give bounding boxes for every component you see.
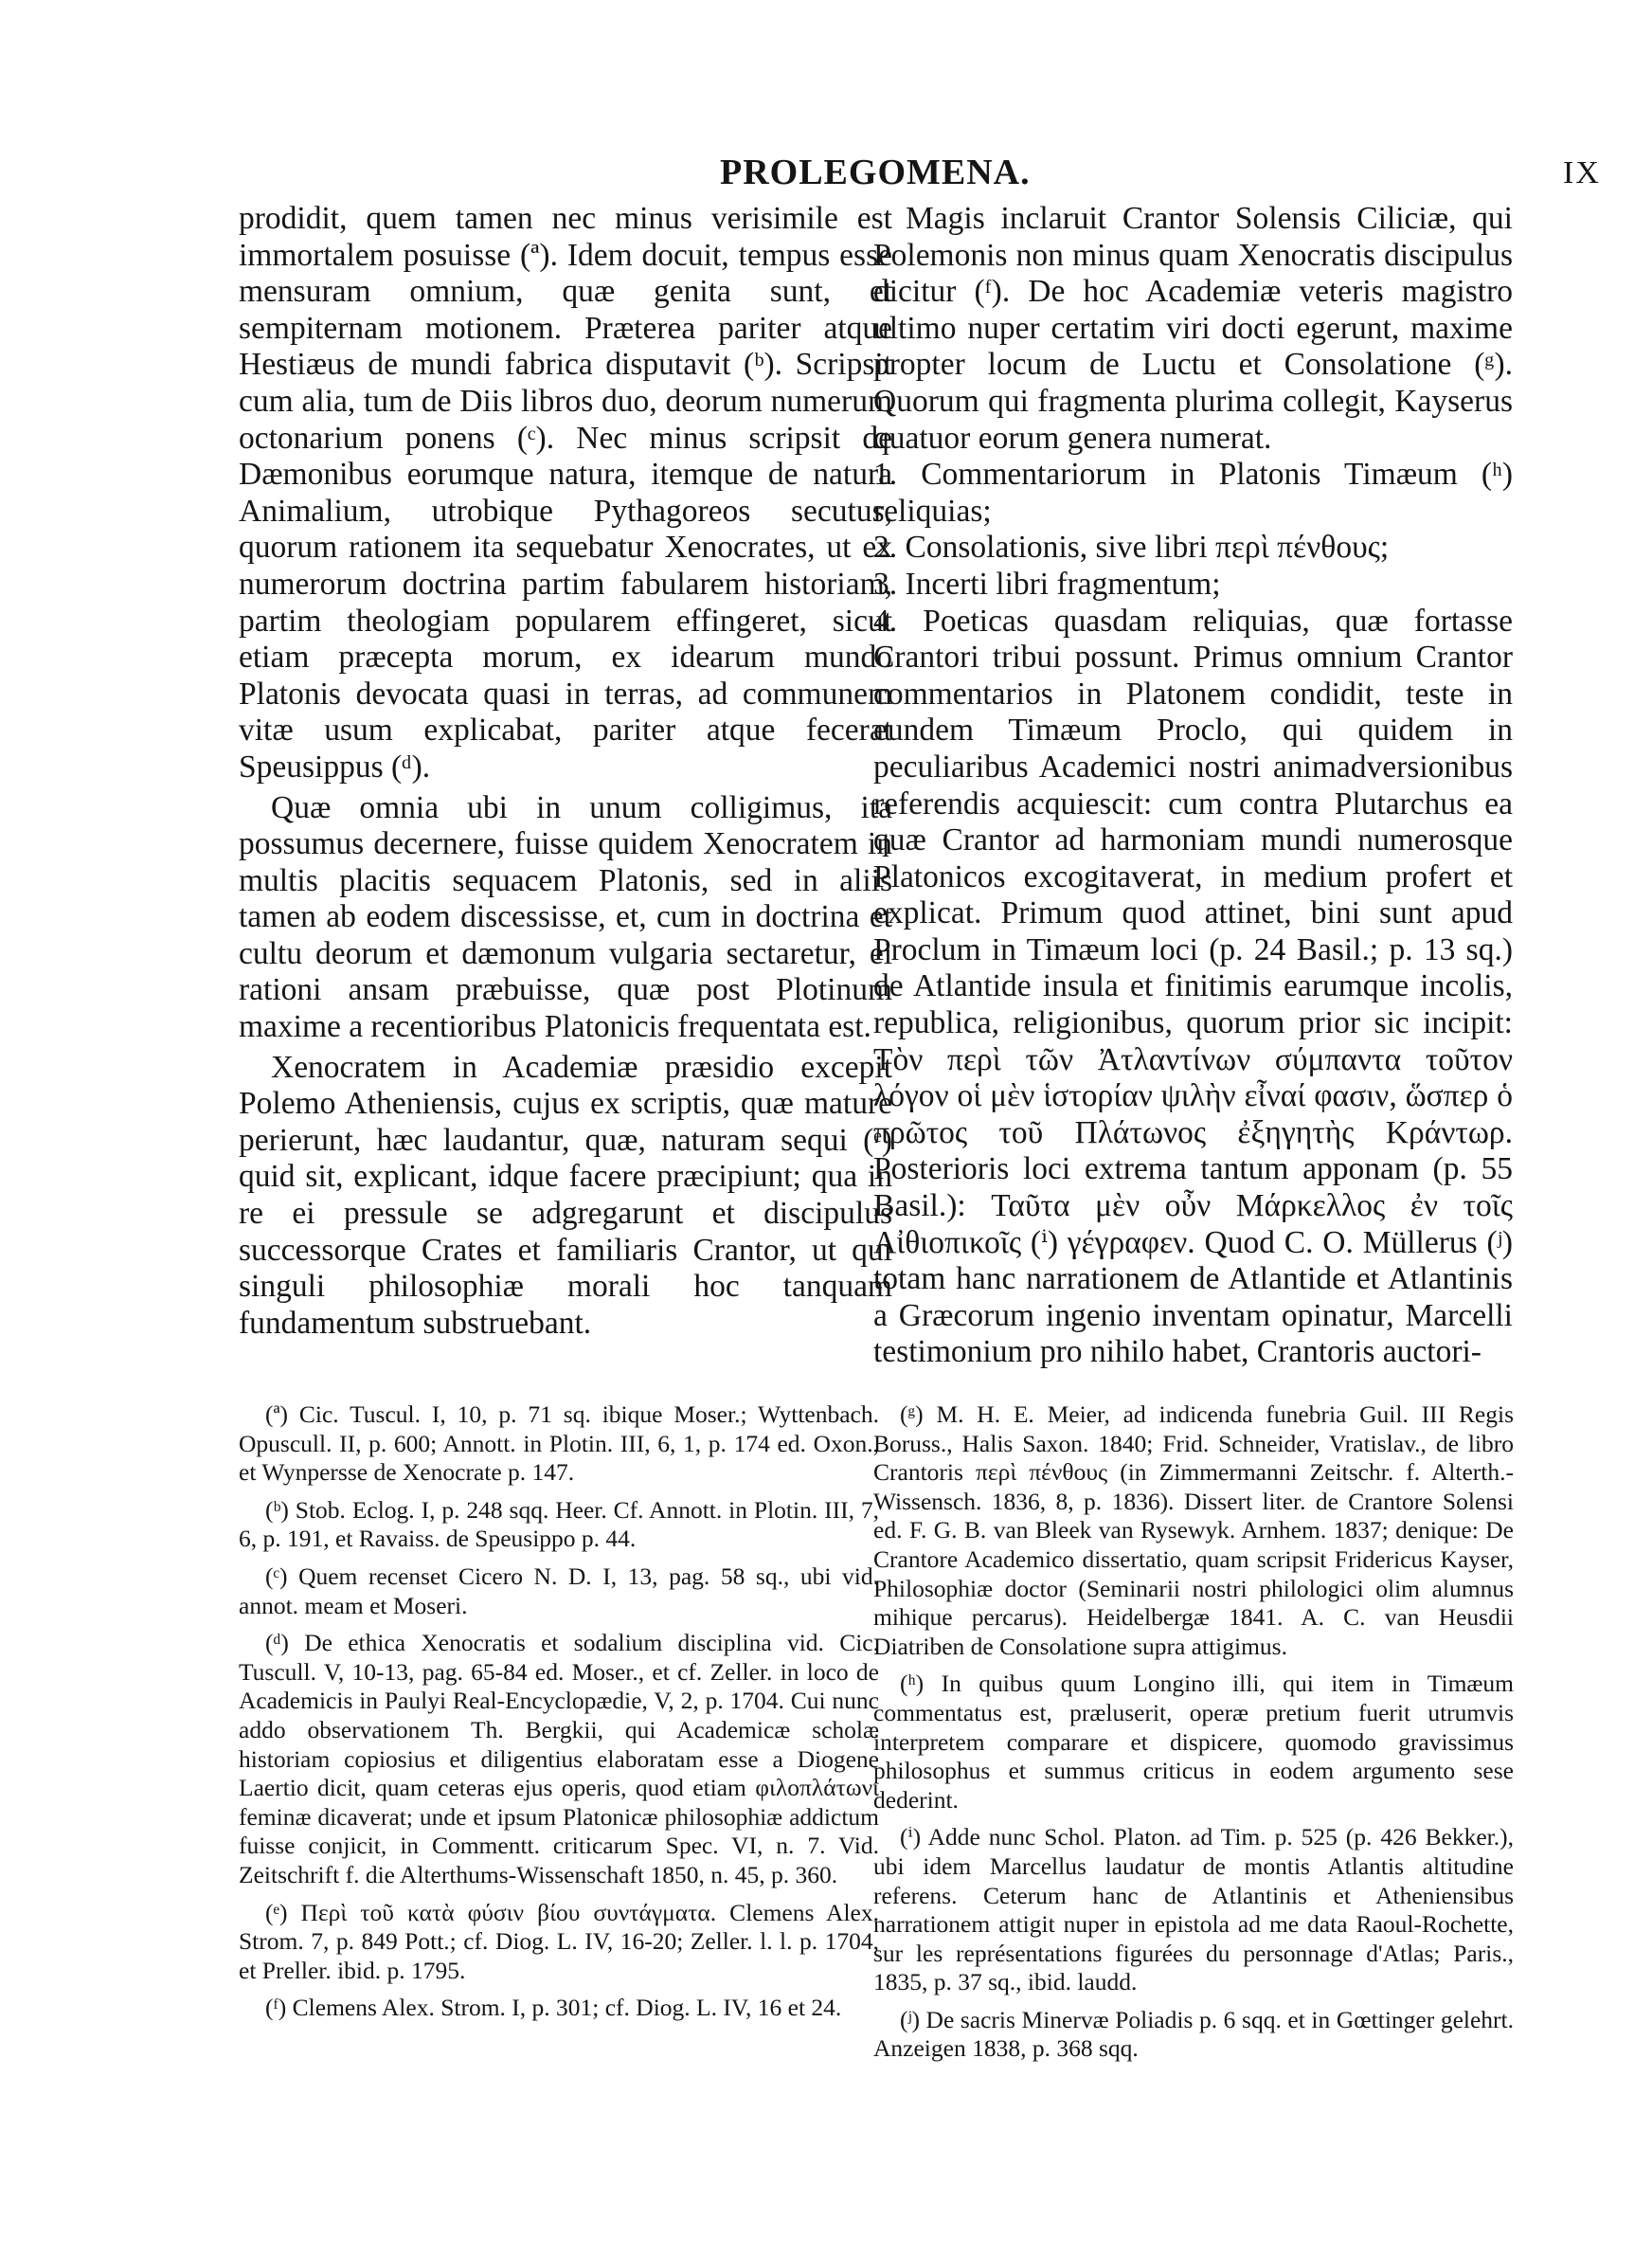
- list-item: 1. Commentariorum in Platonis Timæum (ʰ) reliquias;: [873, 457, 1513, 529]
- footnote: (ʰ) In quibus quum Longino illi, qui item in Timæum commentatus est, præluserit, operæ pretium fuerit utrumvis interpretem comparare et dispicere, quomodo gravissimus philosophus et summus criticus in eodem argumento sese dederint.: [873, 1670, 1514, 1814]
- footnote: (ᵈ) De ethica Xenocratis et sodalium disciplina vid. Cic. Tuscull. V, 10-13, pag. 65-84 ed. Moser., et cf. Zeller. in loco de Academicis in Paulyi Real-Encyclopædie, V, 2, p. 1704. Cui nunc addo observationem Th. Bergkii, qui Academicæ scholæ historiam copiosius et diligentius elaboratam esse a Diogene Laertio dicit, quam ceteras ejus operis, quod etiam φιλοπλάτωνι feminæ dicaverat; unde et ipsum Platonicæ philosophiæ addictum fuisse conjicit, in Commentt. criticarum Spec. VI, n. 7. Vid. Zeitschrift f. die Alterthums-Wissenschaft 1850, n. 45, p. 360.: [239, 1629, 879, 1888]
- footnote: (ᵉ) Περὶ τοῦ κατὰ φύσιν βίου συντάγματα. Clemens Alex. Strom. 7, p. 849 Pott.; cf. Diog. L. IV, 16-20; Zeller. l. l. p. 1704, et Preller. ibid. p. 1795.: [239, 1898, 879, 1984]
- right-column: [873, 201, 1513, 1371]
- paragraph: Magis inclaruit Crantor Solensis Ciliciæ, qui Polemonis non minus quam Xenocratis discipulus dicitur (ᶠ). De hoc Academiæ veteris magistro ultimo nuper certatim viri docti egerunt, maxime propter locum de Luctu et Consolatione (ᵍ). Quorum qui fragmenta plurima collegit, Kayserus quatuor eorum genera numerat.: [873, 201, 1513, 456]
- list-item: 2. Consolationis, sive libri περὶ πένθους;: [873, 530, 1390, 566]
- list-item: 3. Incerti libri fragmentum;: [873, 566, 1221, 602]
- footnote: (ʲ) De sacris Minervæ Poliadis p. 6 sqq. et in Gœttinger gelehrt. Anzeigen 1838, p. 368 sqq.: [873, 2005, 1514, 2063]
- footnote: (ª) Cic. Tuscul. I, 10, p. 71 sq. ibique Moser.; Wyttenbach. Opuscull. II, p. 600; Annott. in Plotin. III, 6, 1, p. 174 ed. Oxon., et Wynpersse de Xenocrate p. 147.: [239, 1400, 879, 1487]
- paragraph: Quæ omnia ubi in unum colligimus, ita possumus decernere, fuisse quidem Xenocratem in multis placitis sequacem Platonis, sed in aliis tamen ab eodem discessisse, et, cum in doctrina et cultu deorum et dæmonum vulgaria sectaretur, ei rationi ansam præbuisse, quæ post Plotinum maxime a recentioribus Platonicis frequentata est.: [239, 789, 892, 1045]
- footnote: (ᶜ) Quem recenset Cicero N. D. I, 13, pag. 58 sq., ubi vid. annot. meam et Moseri.: [239, 1562, 879, 1619]
- running-title: PROLEGOMENA.: [720, 153, 1031, 192]
- footnote: (ᶠ) Clemens Alex. Strom. I, p. 301; cf. Diog. L. IV, 16 et 24.: [265, 1994, 842, 2022]
- page-number: IX: [1563, 155, 1601, 190]
- page-header: [0, 152, 1652, 199]
- footnote: (ⁱ) Adde nunc Schol. Platon. ad Tim. p. 525 (p. 426 Bekker.), ubi idem Marcellus laudatur de montis Atlantis altitudine referens. Ceterum hanc de Atlantinis et Atheniensibus narrationem attigit nuper in epistola ad me data Raoul-Rochette, sur les représentations figurées du personnage d'Atlas; Paris., 1835, p. 37 sq., ibid. laudd.: [873, 1823, 1514, 1996]
- left-column: [239, 201, 892, 1342]
- footnote: (ᵍ) M. H. E. Meier, ad indicenda funebria Guil. III Regis Boruss., Halis Saxon. 1840; Frid. Schneider, Vratislav., de libro Crantoris περὶ πένθους (in Zimmermanni Zeitschr. f. Alterth.-Wissensch. 1836, 8, p. 1836). Dissert liter. de Crantore Solensi ed. F. G. B. van Bleek van Rysewyk. Arnhem. 1837; denique: De Crantore Academico dissertatio, quam scripsit Fridericus Kayser, Philosophiæ doctor (Seminarii nostri philologici olim alumnus mihique percarus). Heidelbergæ 1841. A. C. van Heusdii Diatriben de Consolatione supra attigimus.: [873, 1400, 1514, 1660]
- footnotes-right: [873, 1400, 1514, 2072]
- list-item: 4. Poeticas quasdam reliquias, quæ fortasse Crantori tribui possunt. Primus omnium Crantor commentarios in Platonem condidit, teste in eundem Timæum Proclo, qui quidem in peculiaribus Academici nostri animadversionibus referendis acquiescit: cum contra Plutarchus ea quæ Crantor ad harmoniam mundi numerosque Platonicos excogitaverat, in medium profert et explicat. Primum quod attinet, bini sunt apud Proclum in Timæum loci (p. 24 Basil.; p. 13 sq.) de Atlantide insula et finitimis earumque incolis, republica, religionibus, quorum prior sic incipit: Τὸν περὶ τῶν Ἀτλαντίνων σύμπαντα τοῦτον λόγον οἱ μὲν ἱστορίαν ψιλὴν εἶναί φασιν, ὥσπερ ὁ πρῶτος τοῦ Πλάτωνος ἐξηγητὴς Κράντωρ. Posterioris loci extrema tantum apponam (p. 55 Basil.): Ταῦτα μὲν οὖν Μάρκελλος ἐν τοῖς Αἰθιοπικοῖς (ⁱ) γέγραφεν. Quod C. O. Müllerus (ʲ) totam hanc narrationem de Atlantide et Atlantinis a Græcorum ingenio inventam opinatur, Marcelli testimonium pro nihilo habet, Crantoris auctori-: [873, 603, 1513, 1370]
- footnote: (ᵇ) Stob. Eclog. I, p. 248 sqq. Heer. Cf. Annott. in Plotin. III, 7, 6, p. 191, et Ravaiss. de Speusippo p. 44.: [239, 1495, 879, 1553]
- footnotes-left: [239, 1400, 879, 2031]
- paragraph: prodidit, quem tamen nec minus verisimile est immortalem posuisse (ª). Idem docuit, tempus esse mensuram omnium, quæ genita sunt, et sempiternam motionem. Præterea pariter atque Hestiæus de mundi fabrica disputavit (ᵇ). Scripsit cum alia, tum de Diis libros duo, deorum numerum octonarium ponens (ᶜ). Nec minus scripsit de Dæmonibus eorumque natura, itemque de natura Animalium, utrobique Pythagoreos secutus, quorum rationem ita sequebatur Xenocrates, ut ex numerorum doctrina partim fabularem historiam, partim theologiam popularem effingeret, sicut etiam præcepta morum, ex idearum mundo Platonis devocata quasi in terras, ad communem vitæ usum explicabat, pariter atque fecerat Speusippus (ᵈ).: [239, 201, 892, 785]
- paragraph: Xenocratem in Academiæ præsidio excepit Polemo Atheniensis, cujus ex scriptis, quæ mature perierunt, hæc laudantur, quæ, naturam sequi (ᵉ) quid sit, explicant, idque facere præcipiunt; qua in re ei pressule se adgregarunt et discipulus successorque Crates et familiaris Crantor, ut qui singuli philosophiæ morali hoc tanquam fundamentum substruebant.: [239, 1049, 892, 1341]
